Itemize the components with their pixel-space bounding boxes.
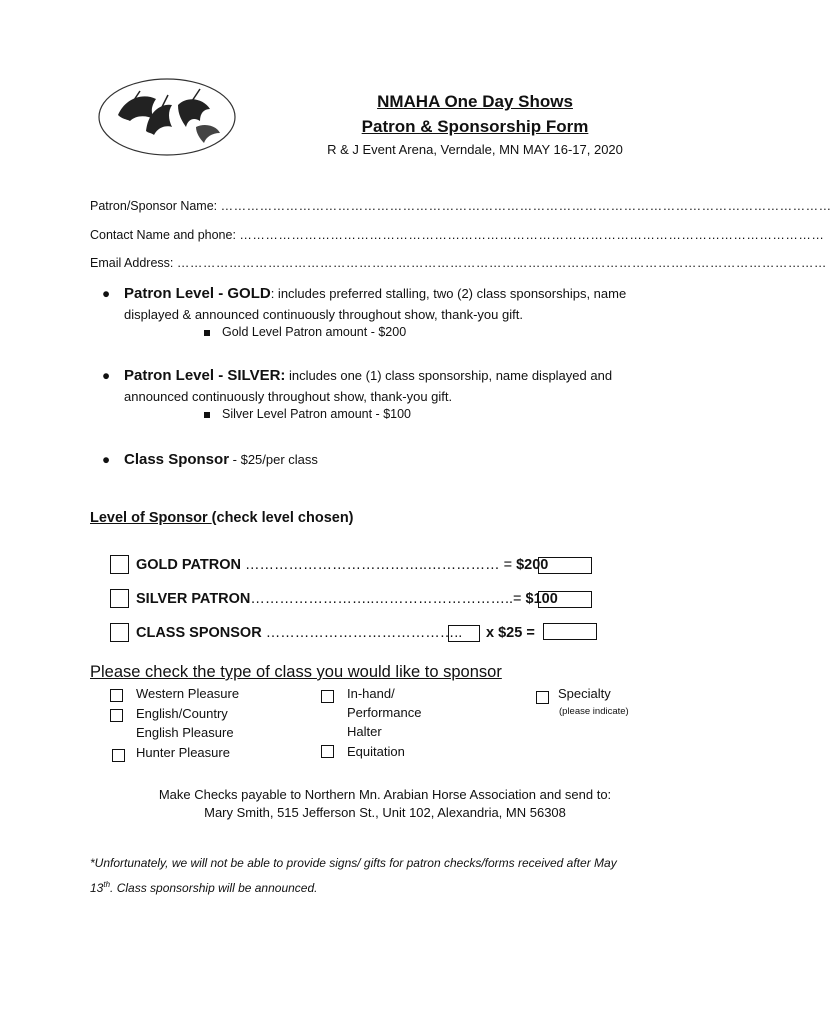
bullet-icon: ●: [102, 368, 111, 383]
payment-address: Mary Smith, 515 Jefferson St., Unit 102, Alexandria, MN 56308: [204, 805, 566, 820]
class-option-label: Hunter Pleasure: [136, 745, 230, 760]
class-option-label: Western Pleasure: [136, 686, 240, 701]
contact-field[interactable]: Contact Name and phone: ………………………………………………………………………………………………………………………: [90, 228, 825, 242]
square-bullet-icon: [204, 330, 210, 336]
horse-logo: [96, 75, 238, 160]
square-bullet-icon: [204, 412, 210, 418]
english-country-checkbox[interactable]: [110, 709, 123, 722]
gold-amount: Gold Level Patron amount - $200: [204, 325, 406, 339]
specialty-note: (please indicate): [559, 706, 629, 717]
bullet-icon: ●: [102, 286, 111, 301]
sponsor-name-label: Patron/Sponsor Name:: [90, 199, 218, 213]
class-total-box[interactable]: [543, 623, 597, 640]
class-option-label: English Pleasure: [136, 725, 234, 740]
in-hand-performance-checkbox[interactable]: [321, 690, 334, 703]
equitation-checkbox[interactable]: [321, 745, 334, 758]
email-label: Email Address:: [90, 256, 174, 270]
footnote-line-2: 13th. Class sponsorship will be announced.: [90, 880, 318, 895]
silver-amount: Silver Level Patron amount - $100: [204, 407, 411, 421]
class-sponsor-checkbox[interactable]: [110, 623, 129, 642]
gold-level-desc: Patron Level - GOLD: includes preferred stalling, two (2) class sponsorships, name: [124, 285, 627, 302]
gold-amount-box[interactable]: [538, 557, 592, 574]
bullet-icon: ●: [102, 452, 111, 467]
class-option-label: Performance: [347, 705, 422, 720]
gold-level-desc-2: displayed & announced continuously throughout show, thank-you gift.: [124, 307, 523, 322]
silver-option: SILVER PATRON……………………..………………………..= $100: [136, 591, 558, 607]
silver-level-desc-2: announced continuously throughout show, thank-you gift.: [124, 389, 453, 404]
gold-option: GOLD PATRON ………………………………..…………… = $200: [136, 557, 549, 573]
gold-checkbox[interactable]: [110, 555, 129, 574]
class-sponsor-option: CLASS SPONSOR …………………………………..: [136, 625, 463, 641]
class-option-label: English/Country: [136, 706, 228, 721]
class-count-box[interactable]: [448, 625, 480, 642]
form-title: NMAHA One Day Shows: [377, 92, 573, 111]
form-subtitle-title: Patron & Sponsorship Form: [361, 117, 589, 136]
class-option-label: In-hand/: [347, 686, 395, 701]
class-sponsor-desc: Class Sponsor - $25/per class: [124, 451, 318, 468]
class-price: x $25 =: [486, 625, 535, 641]
class-option-label: Specialty: [558, 686, 611, 701]
footnote-line-1: *Unfortunately, we will not be able to provide signs/ gifts for patron checks/forms received after May: [90, 856, 617, 870]
western-pleasure-checkbox[interactable]: [110, 689, 123, 702]
hunter-pleasure-checkbox[interactable]: [112, 749, 125, 762]
contact-label: Contact Name and phone:: [90, 228, 236, 242]
class-type-heading: Please check the type of class you would like to sponsor: [90, 663, 502, 681]
class-option-label: Equitation: [347, 744, 405, 759]
silver-level-desc: Patron Level - SILVER: includes one (1) class sponsorship, name displayed and: [124, 367, 613, 384]
sponsor-name-field[interactable]: Patron/Sponsor Name: ……………………………………………………………………………………………………………………………: [90, 199, 832, 213]
level-section-heading: Level of Sponsor (check level chosen): [90, 510, 354, 526]
silver-checkbox[interactable]: [110, 589, 129, 608]
specialty-checkbox[interactable]: [536, 691, 549, 704]
email-field[interactable]: Email Address: ……………………………………………………………………………………………………………………………………: [90, 256, 827, 270]
silver-amount-box[interactable]: [538, 591, 592, 608]
class-option-label: Halter: [347, 724, 382, 739]
payment-instructions: Make Checks payable to Northern Mn. Arabian Horse Association and send to:: [158, 787, 612, 802]
event-location: R & J Event Arena, Verndale, MN MAY 16-17, 2020: [327, 142, 623, 157]
